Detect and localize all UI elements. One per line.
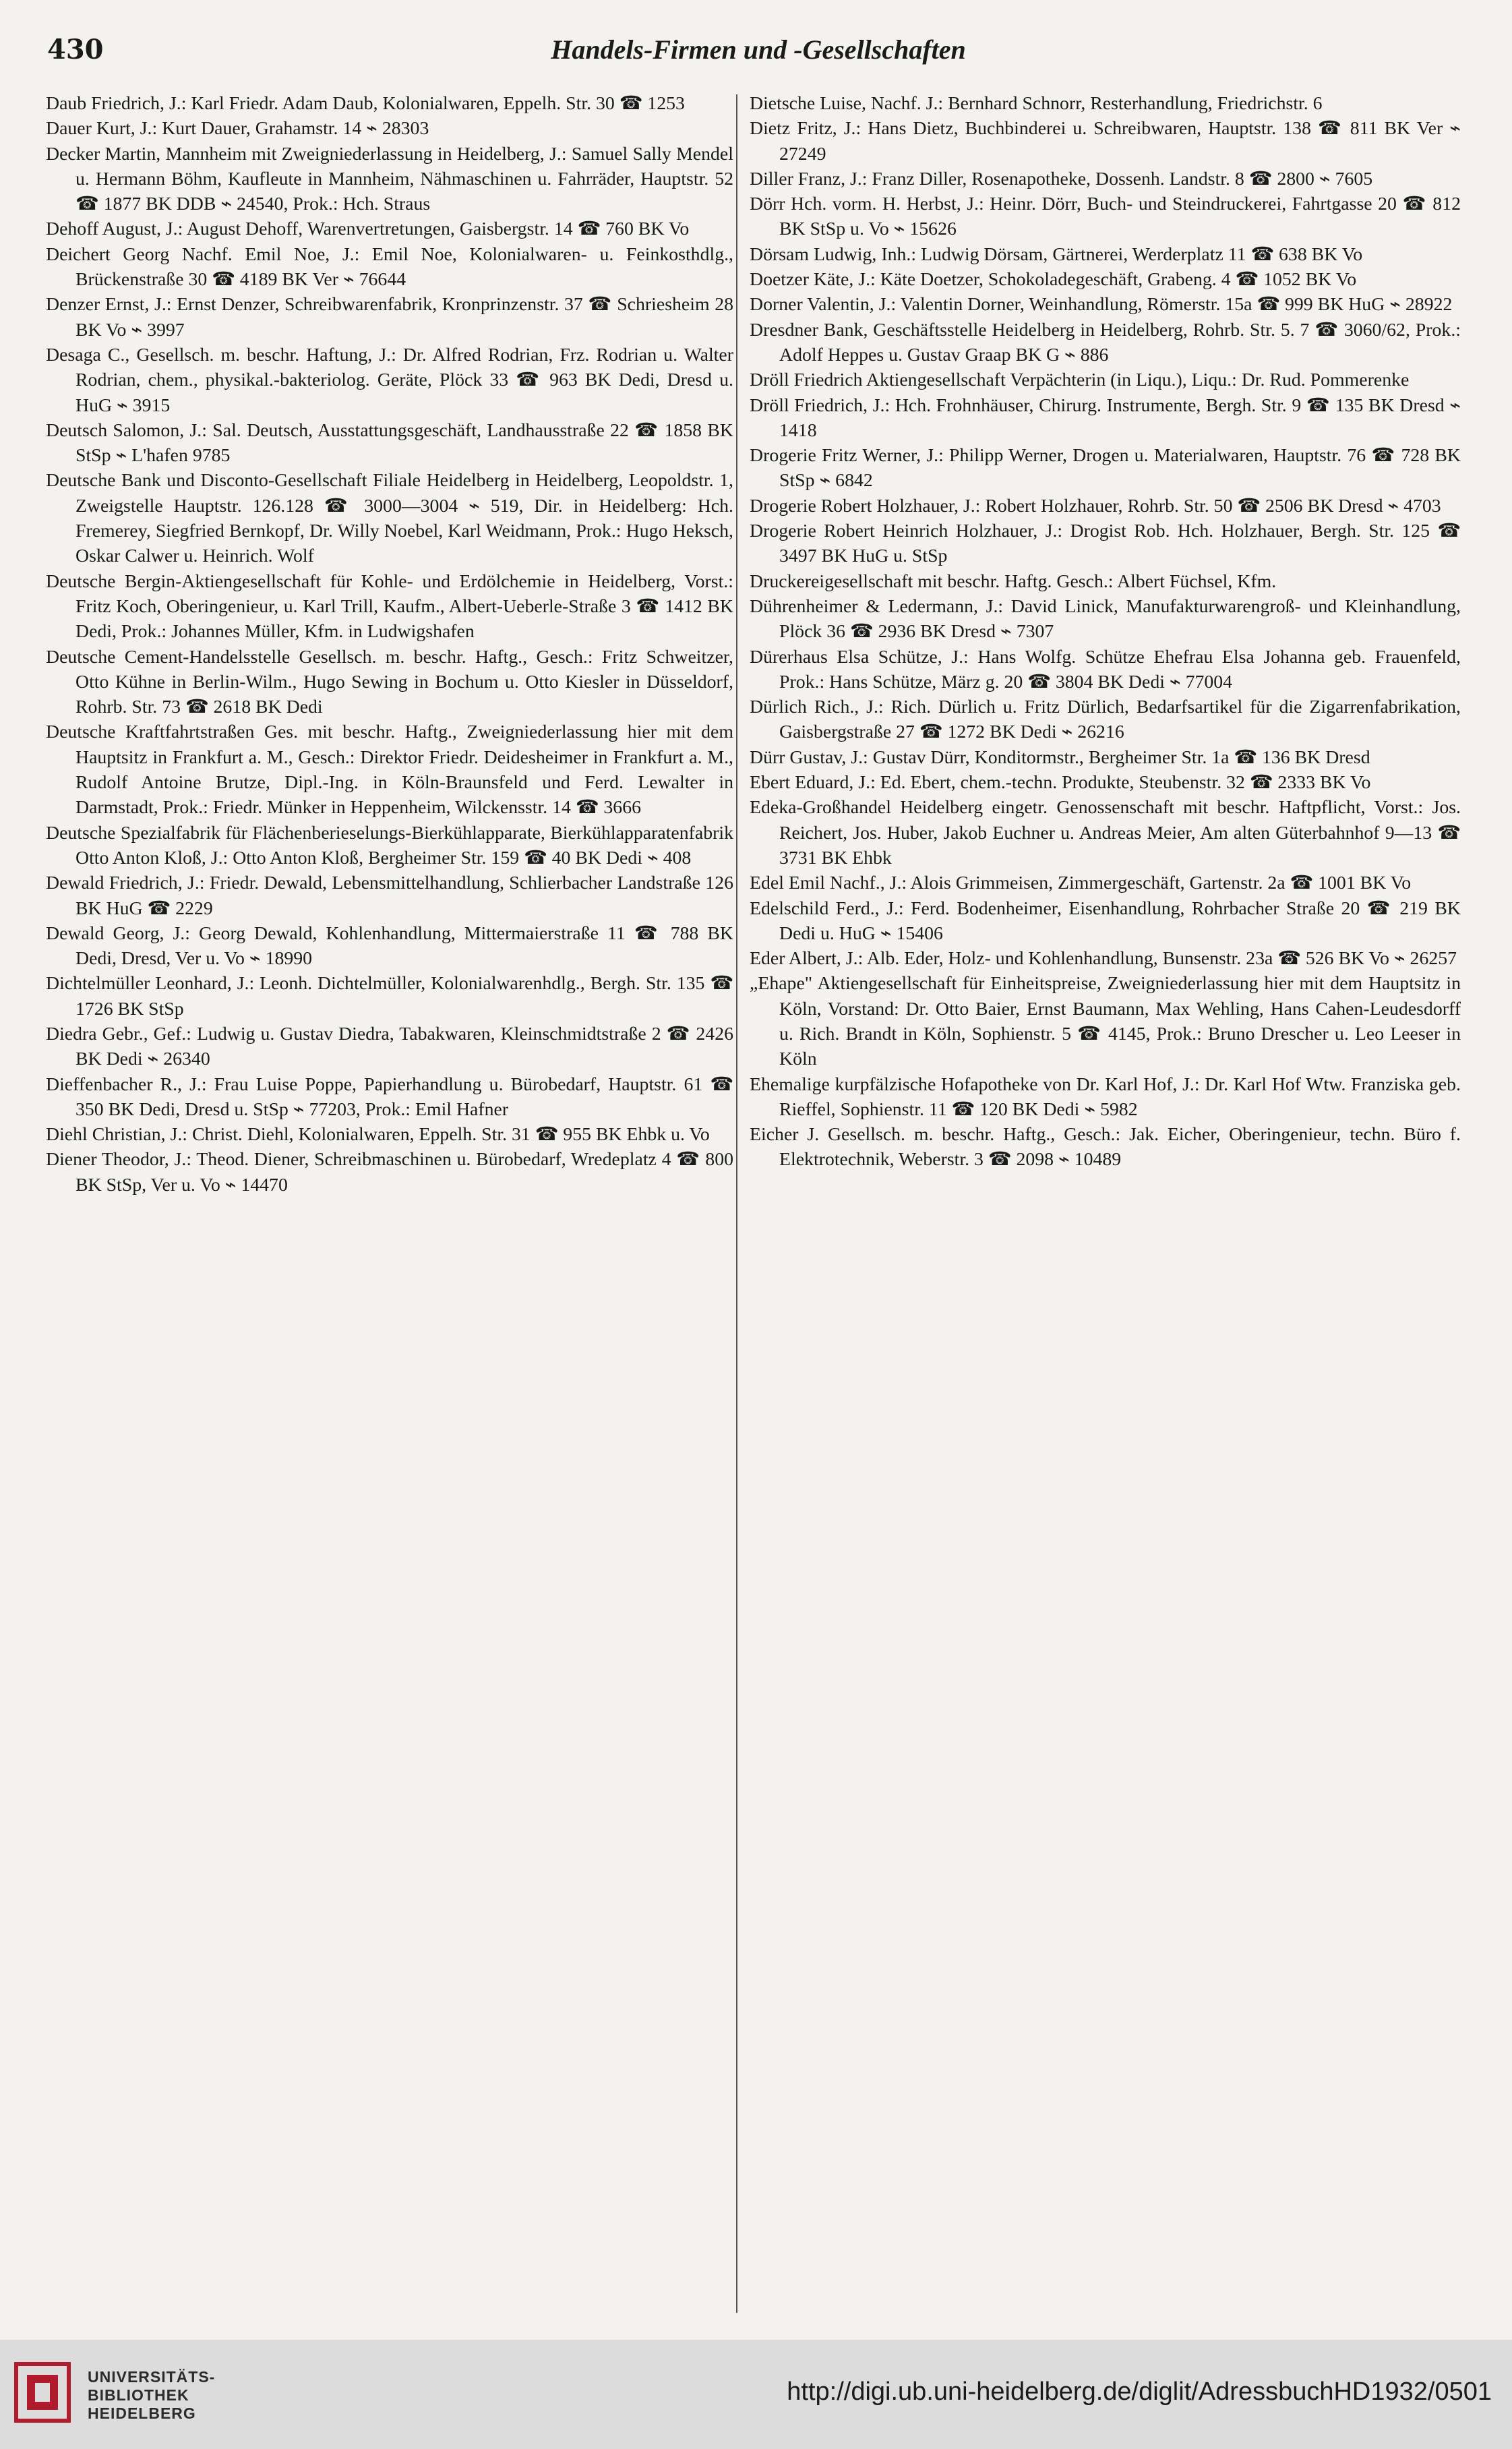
directory-entry: Dehoff August, J.: August Dehoff, Warenvertretungen, Gaisbergstr. 14 ☎ 760 BK Vo bbox=[46, 218, 690, 240]
directory-entry: Dorner Valentin, J.: Valentin Dorner, Weinhandlung, Römerstr. 15a ☎ 999 BK HuG ⌁ 28922 bbox=[750, 294, 1453, 316]
directory-entry: Dührenheimer & Ledermann, J.: David Linick, Manufakturwarengroß- und Kleinhandlung, Plöck 36 ☎ 2936 BK Dresd ⌁ 7307 bbox=[750, 595, 1461, 643]
directory-entry: Drogerie Fritz Werner, J.: Philipp Werner, Drogen u. Materialwaren, Hauptstr. 76 ☎ 728 BK StSp ⌁ 6842 bbox=[750, 445, 1461, 492]
library-name bbox=[88, 2368, 215, 2423]
library-seal-icon bbox=[12, 2360, 73, 2425]
directory-entry: Desaga C., Gesellsch. m. beschr. Haftung, J.: Dr. Alfred Rodrian, Frz. Rodrian u. Walter Rodrian, chem., physikal.-bakteriolog. Geräte, Plöck 33 ☎ 963 BK Dedi, Dresd u. HuG ⌁ 3915 bbox=[46, 344, 733, 416]
directory-entry: Dewald Georg, J.: Georg Dewald, Kohlenhandlung, Mittermaierstraße 11 ☎ 788 BK Dedi, Dresd, Ver u. Vo ⌁ 18990 bbox=[46, 922, 733, 970]
directory-entry: Dürerhaus Elsa Schütze, J.: Hans Wolfg. Schütze Ehefrau Elsa Johanna geb. Frauenfeld, Prok.: Hans Schütze, März g. 20 ☎ 3804 BK Dedi ⌁ 77004 bbox=[750, 646, 1461, 692]
page-number: 430 bbox=[47, 34, 104, 65]
directory-entry: Deutsche Bank und Disconto-Gesellschaft Filiale Heidelberg in Heidelberg, Leopoldstr. 1, Zweigstelle Hauptstr. 126.128 ☎ 3000—3004 ⌁ 519, Dir. in Heidelberg: Hch. Fremerey, Siegfried Bernkopf, Dr. Willy Noebel, Karl Weidmann, Prok.: Hugo Heksch, Oskar Calwer u. Heinrich. Wolf bbox=[46, 470, 733, 567]
directory-entry: Dörsam Ludwig, Inh.: Ludwig Dörsam, Gärtnerei, Werderplatz 11 ☎ 638 BK Vo bbox=[750, 243, 1363, 265]
directory-entry: Diener Theodor, J.: Theod. Diener, Schreibmaschinen u. Bürobedarf, Wredeplatz 4 ☎ 800 BK StSp, Ver u. Vo ⌁ 14470 bbox=[46, 1149, 733, 1196]
directory-entry: Ehemalige kurpfälzische Hofapotheke von Dr. Karl Hof, J.: Dr. Karl Hof Wtw. Franziska geb. Rieffel, Sophienstr. 11 ☎ 120 BK Dedi ⌁ 5982 bbox=[750, 1073, 1461, 1120]
directory-entry: Dürlich Rich., J.: Rich. Dürlich u. Fritz Dürlich, Bedarfsartikel für die Zigarrenfabrikation, Gaisbergstraße 27 ☎ 1272 BK Dedi ⌁ 26216 bbox=[750, 697, 1461, 743]
library-name-line2: BIBLIOTHEK bbox=[88, 2386, 189, 2404]
directory-entry: Druckereigesellschaft mit beschr. Haftg. Gesch.: Albert Füchsel, Kfm. bbox=[750, 570, 1277, 592]
directory-entry: „Ehape" Aktiengesellschaft für Einheitspreise, Zweigniederlassung hier mit dem Hauptsitz in Köln, Vorstand: Dr. Otto Baier, Ernst Baumann, Max Wehling, Hans Cahen-Leudesdorff u. Rich. Brandt in Köln, Sophienstr. 5 ☎ 4145, Prok.: Bruno Drescher u. Leo Leeser in Köln bbox=[750, 973, 1461, 1070]
directory-entry: Dieffenbacher R., J.: Frau Luise Poppe, Papierhandlung u. Bürobedarf, Hauptstr. 61 ☎ 350 BK Dedi, Dresd u. StSp ⌁ 77203, Prok.: Emil Hafner bbox=[46, 1073, 733, 1120]
directory-entry: Edel Emil Nachf., J.: Alois Grimmeisen, Zimmergeschäft, Gartenstr. 2a ☎ 1001 BK Vo bbox=[750, 873, 1412, 894]
right-column bbox=[750, 91, 1461, 1173]
directory-entry: Dörr Hch. vorm. H. Herbst, J.: Heinr. Dörr, Buch- und Steindruckerei, Fahrtgasse 20 ☎ 812 BK StSp u. Vo ⌁ 15626 bbox=[750, 194, 1461, 240]
directory-entry: Dürr Gustav, J.: Gustav Dürr, Konditormstr., Bergheimer Str. 1a ☎ 136 BK Dresd bbox=[750, 746, 1370, 768]
directory-entry: Deutsche Bergin-Aktiengesellschaft für Kohle- und Erdölchemie in Heidelberg, Vorst.: Fritz Koch, Oberingenieur, u. Karl Trill, Kaufm., Albert-Ueberle-Straße 3 ☎ 1412 BK Dedi, Prok.: Johannes Müller, Kfm. in Ludwigshafen bbox=[46, 570, 733, 643]
directory-entry: Dichtelmüller Leonhard, J.: Leonh. Dichtelmüller, Kolonialwarenhdlg., Bergh. Str. 135 ☎ 1726 BK StSp bbox=[46, 973, 733, 1020]
library-logo[interactable] bbox=[12, 2360, 295, 2427]
directory-entry: Dauer Kurt, J.: Kurt Dauer, Grahamstr. 14 ⌁ 28303 bbox=[46, 118, 429, 140]
directory-entry: Doetzer Käte, J.: Käte Doetzer, Schokoladegeschäft, Grabeng. 4 ☎ 1052 BK Vo bbox=[750, 269, 1357, 291]
directory-entry: Dewald Friedrich, J.: Friedr. Dewald, Lebensmittelhandlung, Schlierbacher Landstraße 126 BK HuG ☎ 2229 bbox=[46, 873, 733, 919]
directory-entry: Drogerie Robert Heinrich Holzhauer, J.: Drogist Rob. Hch. Holzhauer, Bergh. Str. 125 ☎ 3497 BK HuG u. StSp bbox=[750, 521, 1461, 567]
directory-entry: Diehl Christian, J.: Christ. Diehl, Kolonialwaren, Eppelh. Str. 31 ☎ 955 BK Ehbk u. Vo bbox=[46, 1124, 710, 1146]
directory-entry: Dietz Fritz, J.: Hans Dietz, Buchbinderei u. Schreibwaren, Hauptstr. 138 ☎ 811 BK Ver ⌁ 27249 bbox=[750, 118, 1461, 165]
left-column bbox=[46, 91, 733, 1198]
directory-entry: Deutsch Salomon, J.: Sal. Deutsch, Ausstattungsgeschäft, Landhausstraße 22 ☎ 1858 BK StSp ⌁ L'hafen 9785 bbox=[46, 419, 733, 467]
directory-entry: Deichert Georg Nachf. Emil Noe, J.: Emil Noe, Kolonialwaren- u. Feinkosthdlg., Brückenstraße 30 ☎ 4189 BK Ver ⌁ 76644 bbox=[46, 243, 733, 291]
column-divider bbox=[736, 94, 737, 2313]
directory-entry: Diller Franz, J.: Franz Diller, Rosenapotheke, Dossenh. Landstr. 8 ☎ 2800 ⌁ 7605 bbox=[750, 168, 1373, 189]
directory-entry: Dröll Friedrich, J.: Hch. Frohnhäuser, Chirurg. Instrumente, Bergh. Str. 9 ☎ 135 BK Dresd ⌁ 1418 bbox=[750, 394, 1461, 441]
running-title: Handels-Firmen und -Gesellschaften bbox=[551, 34, 966, 65]
directory-entry: Decker Martin, Mannheim mit Zweigniederlassung in Heidelberg, J.: Samuel Sally Mendel u. Hermann Böhm, Kaufleute in Mannheim, Nähmaschinen u. Fahrräder, Hauptstr. 52 ☎ 1877 BK DDB ⌁ 24540, Prok.: Hch. Straus bbox=[46, 143, 733, 215]
directory-entry: Ebert Eduard, J.: Ed. Ebert, chem.-techn. Produkte, Steubenstr. 32 ☎ 2333 BK Vo bbox=[750, 772, 1371, 794]
library-name-line3: HEIDELBERG bbox=[88, 2404, 196, 2422]
directory-entry: Eicher J. Gesellsch. m. beschr. Haftg., Gesch.: Jak. Eicher, Oberingenieur, techn. Büro f. Elektrotechnik, Weberstr. 3 ☎ 2098 ⌁ 10489 bbox=[750, 1124, 1461, 1171]
directory-entry: Deutsche Kraftfahrtstraßen Ges. mit beschr. Haftg., Zweigniederlassung hier mit dem Hauptsitz in Frankfurt a. M., Gesch.: Direktor Friedr. Deidesheimer in Frankfurt a. M., Rudolf Antoine Brutze, Dipl.-Ing. in Köln-Braunsfeld und Ferd. Lewalter in Darmstadt, Prok.: Friedr. Münker in Heppenheim, Wilckensstr. 14 ☎ 3666 bbox=[46, 721, 733, 819]
directory-entry: Dietsche Luise, Nachf. J.: Bernhard Schnorr, Resterhandlung, Friedrichstr. 6 bbox=[750, 93, 1323, 114]
viewer-footer bbox=[0, 2340, 1512, 2449]
directory-entry: Edeka-Großhandel Heidelberg eingetr. Genossenschaft mit beschr. Haftpflicht, Vorst.: Jos. Reichert, Jos. Huber, Jakob Euchner u. Andreas Meier, Am alten Güterbahnhof 9—13 ☎ 3731 BK Ehbk bbox=[750, 797, 1461, 868]
page-header bbox=[47, 34, 1470, 81]
directory-entry: Edelschild Ferd., J.: Ferd. Bodenheimer, Eisenhandlung, Rohrbacher Straße 20 ☎ 219 BK Dedi u. HuG ⌁ 15406 bbox=[750, 897, 1461, 944]
directory-entry: Dresdner Bank, Geschäftsstelle Heidelberg in Heidelberg, Rohrb. Str. 5. 7 ☎ 3060/62, Prok.: Adolf Heppes u. Gustav Graap BK G ⌁ 886 bbox=[750, 319, 1461, 365]
directory-entry: Eder Albert, J.: Alb. Eder, Holz- und Kohlenhandlung, Bunsenstr. 23a ☎ 526 BK Vo ⌁ 26257 bbox=[750, 948, 1457, 970]
directory-entry: Deutsche Cement-Handelsstelle Gesellsch. m. beschr. Haftg., Gesch.: Fritz Schweitzer, Otto Kühne in Berlin-Wilm., Hugo Sewing in Bochum u. Otto Kiesler in Düsseldorf, Rohrb. Str. 73 ☎ 2618 BK Dedi bbox=[46, 646, 733, 718]
directory-entry: Drogerie Robert Holzhauer, J.: Robert Holzhauer, Rohrb. Str. 50 ☎ 2506 BK Dresd ⌁ 4703 bbox=[750, 495, 1441, 517]
directory-entry: Denzer Ernst, J.: Ernst Denzer, Schreibwarenfabrik, Kronprinzenstr. 37 ☎ Schriesheim 28 BK Vo ⌁ 3997 bbox=[46, 294, 733, 341]
directory-entry: Diedra Gebr., Gef.: Ludwig u. Gustav Diedra, Tabakwaren, Kleinschmidtstraße 2 ☎ 2426 BK Dedi ⌁ 26340 bbox=[46, 1023, 733, 1070]
directory-entry: Deutsche Spezialfabrik für Flächenberieselungs-Bierkühlapparate, Bierkühlapparatenfabrik Otto Anton Kloß, J.: Otto Anton Kloß, Bergheimer Str. 159 ☎ 40 BK Dedi ⌁ 408 bbox=[46, 822, 733, 868]
page-url-link[interactable]: http://digi.ub.uni-heidelberg.de/diglit/AdressbuchHD1932/0501 bbox=[787, 2378, 1492, 2406]
directory-entry: Daub Friedrich, J.: Karl Friedr. Adam Daub, Kolonialwaren, Eppelh. Str. 30 ☎ 1253 bbox=[46, 93, 685, 114]
library-name-line1: UNIVERSITÄTS- bbox=[88, 2368, 216, 2386]
directory-entry: Dröll Friedrich Aktiengesellschaft Verpächterin (in Liqu.), Liqu.: Dr. Rud. Pommerenke bbox=[750, 370, 1410, 391]
